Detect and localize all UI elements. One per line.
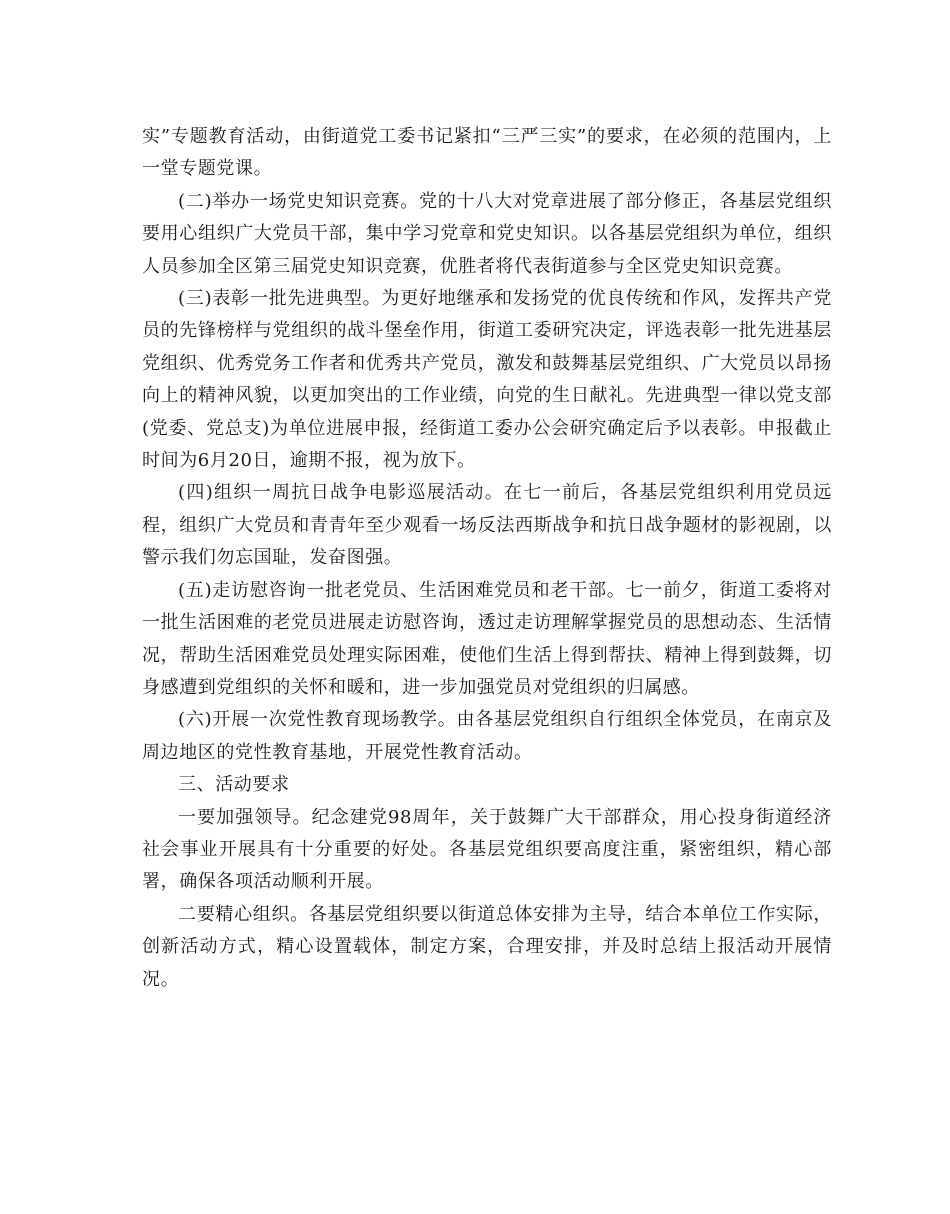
paragraph-item-4-film-tour: (四)组织一周抗日战争电影巡展活动。在七一前后，各基层党组织利用党员远程，组织广大党员和青青年至少观看一场反法西斯战争和抗日战争题材的影视剧，以警示我们勿忘国耻，发奋图强。	[142, 482, 832, 569]
paragraph-requirement-2: 二要精心组织。各基层党组织要以街道总体安排为主导，结合本单位工作实际，创新活动方式，精心设置载体，制定方案，合理安排，并及时总结上报活动开展情况。	[142, 903, 832, 990]
paragraph-requirement-1: 一要加强领导。纪念建党98周年，关于鼓舞广大干部群众，用心投身街道经济社会事业开展具有十分重要的好处。各基层党组织要高度注重，紧密组织，精心部署，确保各项活动顺利开展。	[142, 806, 832, 893]
paragraph-item-6-field-teaching: (六)开展一次党性教育现场教学。由各基层党组织自行组织全体党员，在南京及周边地区的党性教育基地，开展党性教育活动。	[142, 709, 832, 763]
paragraph-item-3-commendation: (三)表彰一批先进典型。为更好地继承和发扬党的优良传统和作风，发挥共产党员的先锋榜样与党组织的战斗堡垒作用，街道工委研究决定，评选表彰一批先进基层党组织、优秀党务工作者和优秀共产党员，激发和鼓舞基层党组织、广大党员以昂扬向上的精神风貌，以更加突出的工作业绩，向党的生日献礼。先进典型一律以党支部(党委、党总支)为单位进展申报，经街道工委办公会研究确定后予以表彰。申报截止时间为6月20日，逾期不报，视为放下。	[142, 288, 832, 472]
document-body	[142, 121, 832, 996]
paragraph-continuation: 实”专题教育活动，由街道党工委书记紧扣“三严三实”的要求，在必须的范围内，上一堂专题党课。	[142, 126, 832, 180]
paragraph-item-5-visits: (五)走访慰咨询一批老党员、生活困难党员和老干部。七一前夕，街道工委将对一批生活困难的老党员进展走访慰咨询，透过走访理解掌握党员的思想动态、生活情况，帮助生活困难党员处理实际困难，使他们生活上得到帮扶、精神上得到鼓舞，切身感遭到党组织的关怀和暖和，进一步加强党员对党组织的归属感。	[142, 579, 832, 698]
section-heading-requirements: 三、活动要求	[178, 774, 290, 796]
paragraph-item-2-quiz: (二)举办一场党史知识竞赛。党的十八大对党章进展了部分修正，各基层党组织要用心组织广大党员干部，集中学习党章和党史知识。以各基层党组织为单位，组织人员参加全区第三届党史知识竞赛，优胜者将代表街道参与全区党史知识竞赛。	[142, 190, 832, 277]
